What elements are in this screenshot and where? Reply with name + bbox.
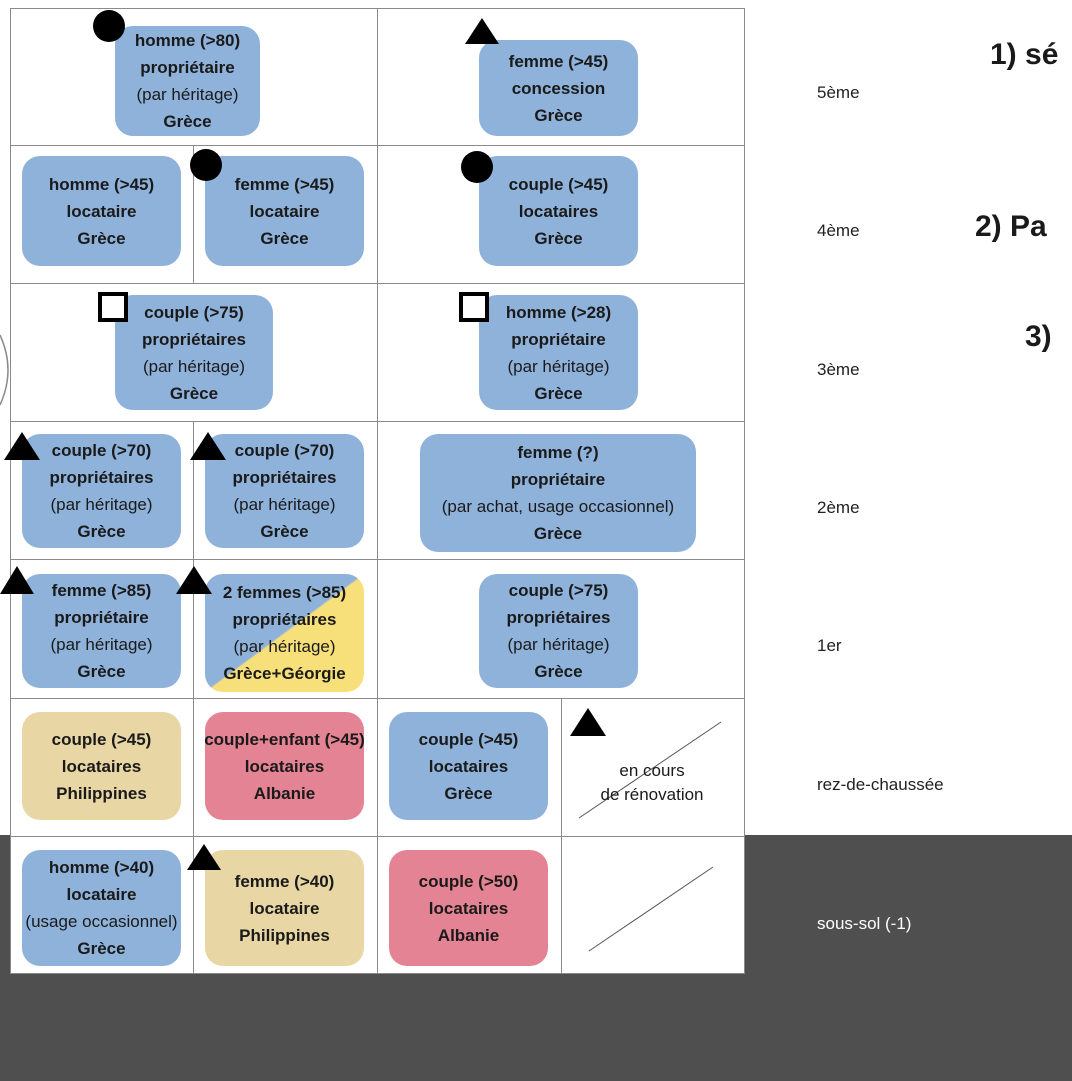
unit-card-b-col1: homme (>40) locataire (usage occasionnel) Grèce: [22, 850, 181, 966]
floor-label-3: 3ème: [817, 360, 860, 379]
unit-card-3-right: homme (>28) propriétaire (par héritage) Grèce: [479, 295, 638, 410]
unit-divider: [193, 421, 194, 974]
empty-unit-diagonal: [575, 855, 725, 959]
triangle-marker-icon: [0, 566, 34, 594]
floor-label-2: 2ème: [817, 498, 860, 517]
unit-card-0-col3: couple (>45) locataires Grèce: [389, 712, 548, 820]
floor-label-5: 5ème: [817, 83, 860, 102]
unit-card-3-left: couple (>75) propriétaires (par héritage) Grèce: [115, 295, 273, 410]
triangle-marker-icon: [190, 432, 226, 460]
unit-card-2-middle: couple (>70) propriétaires (par héritage) Grèce: [205, 434, 364, 548]
unit-card-b-col3: couple (>50) locataires Albanie: [389, 850, 548, 966]
floor-label-1: 1er: [817, 636, 842, 655]
unit-card-1-right: couple (>75) propriétaires (par héritage) Grèce: [479, 574, 638, 688]
step-heading-3: 3): [1025, 320, 1052, 353]
unit-card-0-col2: couple+enfant (>45) locataires Albanie: [205, 712, 364, 820]
unit-card-5-right: femme (>45) concession Grèce: [479, 40, 638, 136]
edge-arc: [0, 330, 20, 410]
triangle-marker-icon: [4, 432, 40, 460]
triangle-marker-icon: [465, 18, 499, 44]
circle-marker-icon: [92, 9, 126, 43]
unit-card-1-left: femme (>85) propriétaire (par héritage) Grèce: [22, 574, 181, 688]
floor-label-4: 4ème: [817, 221, 860, 240]
triangle-marker-icon: [570, 708, 606, 736]
circle-marker-icon: [189, 148, 223, 182]
circle-marker-icon: [460, 150, 494, 184]
unit-card-1-middle: 2 femmes (>85) propriétaires (par héritage) Grèce+Géorgie: [205, 574, 364, 692]
unit-divider: [377, 8, 378, 974]
triangle-marker-icon: [176, 566, 212, 594]
unit-divider: [561, 698, 562, 974]
step-heading-1: 1) sé: [990, 38, 1059, 71]
unit-card-2-right: femme (?) propriétaire (par achat, usage occasionnel) Grèce: [420, 434, 696, 552]
unit-card-b-col2: femme (>40) locataire Philippines: [205, 850, 364, 966]
square-marker-icon: [98, 292, 128, 322]
unit-card-0-col1: couple (>45) locataires Philippines: [22, 712, 181, 820]
square-marker-icon: [459, 292, 489, 322]
unit-card-5-left: homme (>80) propriétaire (par héritage) Grèce: [115, 26, 260, 136]
floor-label-basement: sous-sol (-1): [817, 914, 912, 933]
step-heading-2: 2) Pa: [975, 210, 1047, 243]
unit-card-0-col4: en cours de rénovation: [600, 761, 704, 804]
unit-card-2-left: couple (>70) propriétaires (par héritage) Grèce: [22, 434, 181, 548]
unit-card-4-left: homme (>45) locataire Grèce: [22, 156, 181, 266]
unit-card-4-middle: femme (>45) locataire Grèce: [205, 156, 364, 266]
triangle-marker-icon: [187, 844, 221, 870]
unit-card-4-right: couple (>45) locataires Grèce: [479, 156, 638, 266]
floor-label-0: rez-de-chaussée: [817, 775, 944, 794]
